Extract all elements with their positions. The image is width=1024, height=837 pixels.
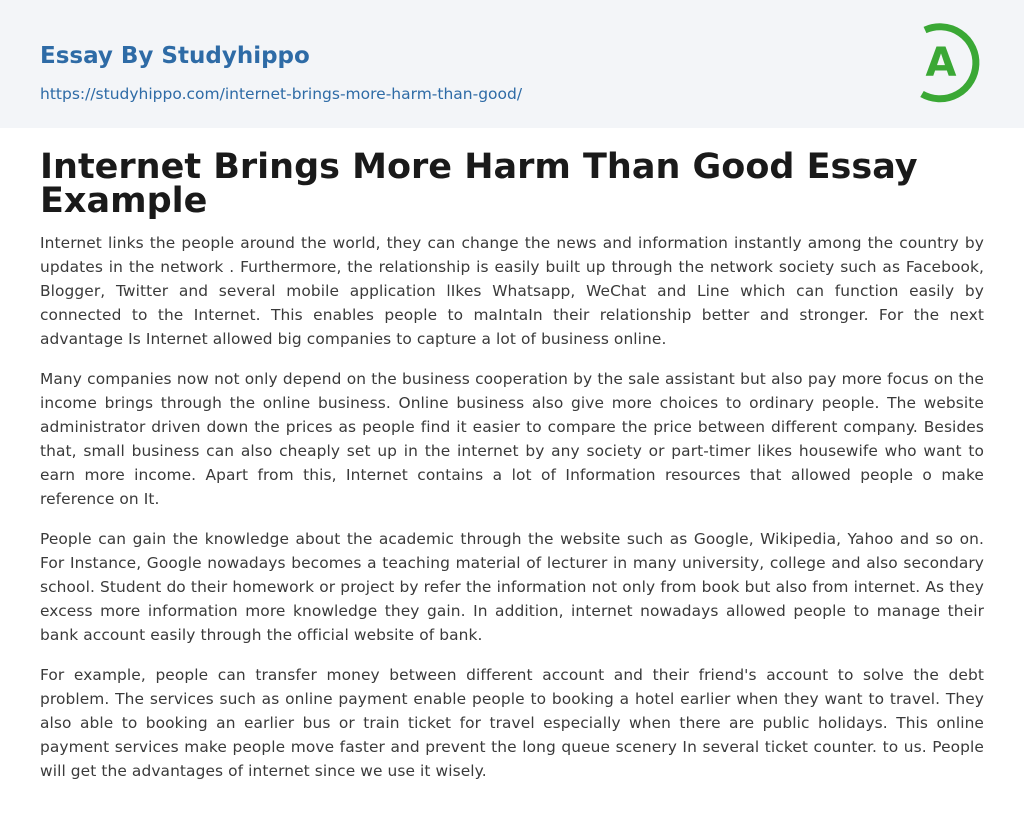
studyhippo-logo-icon bbox=[908, 18, 988, 106]
paragraph: For example, people can transfer money between different account and their friend's account to solve the debt problem. The services such as online payment enable people to booking a hotel earlier when they want to travel. They also able to booking an earlier bus or train ticket for travel especially when there are public holidays. This online payment services make people move faster and prevent the long queue scenery In several ticket counter. to us. People will get the advantages of internet since we use it wisely. bbox=[40, 666, 984, 780]
logo-letter: A bbox=[925, 40, 957, 86]
paragraph: Internet links the people around the world, they can change the news and information instantly among the country by updates in the network . Furthermore, the relationship is easily built up through the network society such as Facebook, Blogger, Twitter and several mobile application lIkes Whatsapp, WeChat and Line which can function easily by connected to the Internet. This enables people to maIntaIn their relationship better and stronger. For the next advantage Is Internet allowed big companies to capture a lot of business online. bbox=[40, 234, 984, 348]
source-url-link[interactable]: https://studyhippo.com/internet-brings-more-harm-than-good/ bbox=[40, 85, 523, 103]
essay-title: Internet Brings More Harm Than Good Essay Example bbox=[40, 147, 918, 221]
article bbox=[40, 147, 984, 799]
paragraph: Many companies now not only depend on the business cooperation by the sale assistant but also pay more focus on the income brings through the online business. Online business also give more choices to ordinary people. The website administrator driven down the prices as people find it easier to compare the price between different company. Besides that, small business can also cheaply set up in the internet by any society or part-timer likes housewife who want to earn more income. Apart from this, Internet contains a lot of Information resources that allowed people o make reference on It. bbox=[40, 370, 984, 508]
paragraph: People can gain the knowledge about the academic through the website such as Google, Wikipedia, Yahoo and so on. For Instance, Google nowadays becomes a teaching material of lecturer in many university, college and also secondary school. Student do their homework or project by refer the information not only from book but also from internet. As they excess more information more knowledge they gain. In addition, internet nowadays allowed people to manage their bank account easily through the official website of bank. bbox=[40, 530, 984, 644]
page-header bbox=[0, 0, 1024, 128]
site-brand: Essay By Studyhippo bbox=[40, 43, 310, 69]
